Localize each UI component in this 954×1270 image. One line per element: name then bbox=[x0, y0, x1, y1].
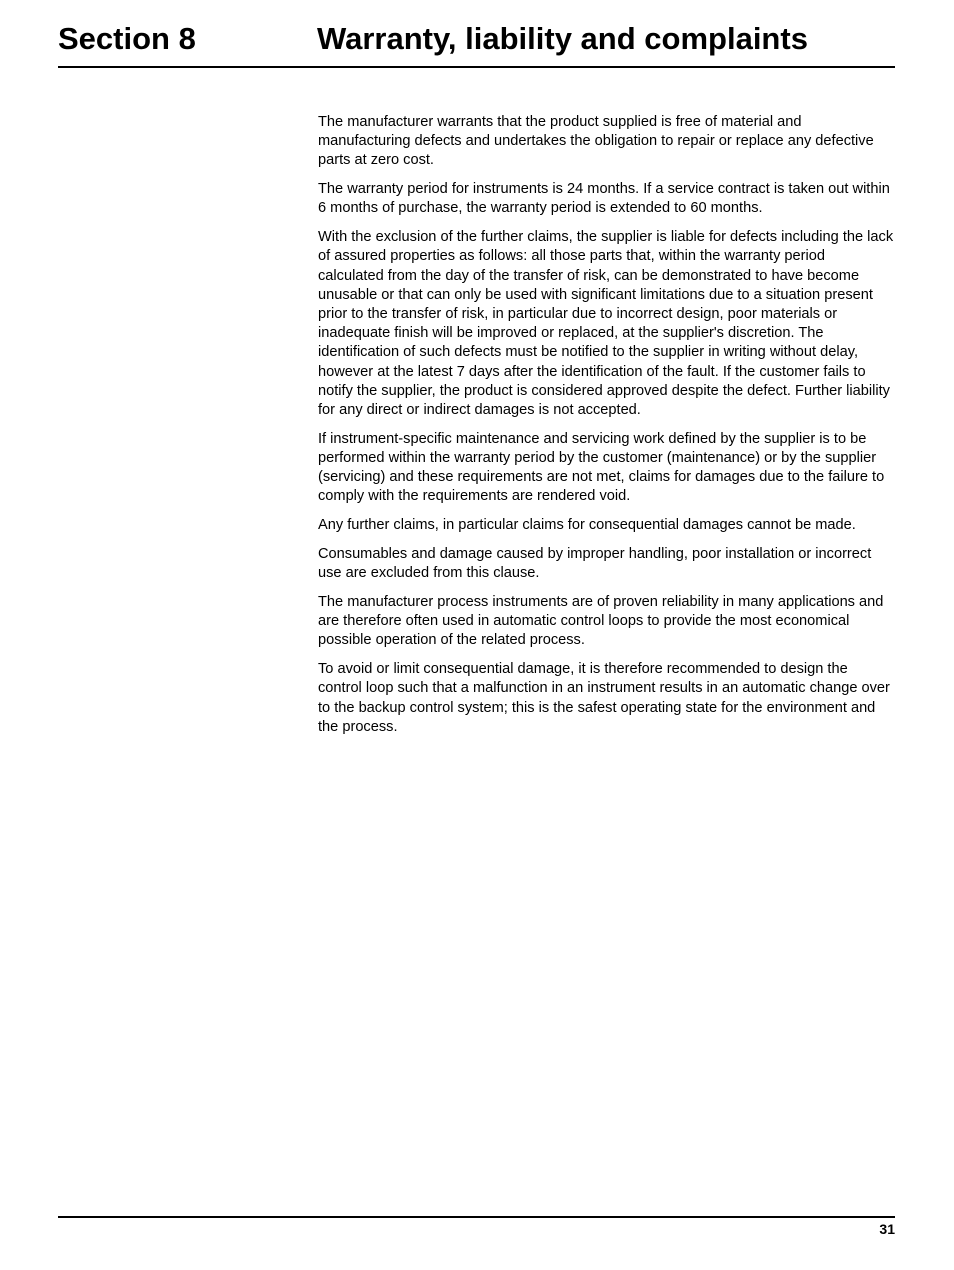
document-body bbox=[318, 113, 894, 747]
paragraph-exclusions: Consumables and damage caused by improper handling, poor installation or incorrect use are excluded from this clause. bbox=[318, 546, 872, 582]
section-title: Warranty, liability and complaints bbox=[317, 21, 808, 56]
paragraph-reliability: The manufacturer process instruments are of proven reliability in many applications and are therefore often used in automatic control loops to provide the most economical possible operation of the related process. bbox=[318, 594, 884, 649]
paragraph-warranty-period: The warranty period for instruments is 24 months. If a service contract is taken out within 6 months of purchase, the warranty period is extended to 60 months. bbox=[318, 181, 890, 217]
paragraph-further-claims: Any further claims, in particular claims for consequential damages cannot be made. bbox=[318, 517, 856, 534]
paragraph-maintenance-requirements: If instrument-specific maintenance and servicing work defined by the supplier is to be performed within the warranty period by the customer (maintenance) or by the supplier (servicing) and these requirements are not met, claims for damages due to the failure to comply with the requirements are rendered void. bbox=[318, 430, 885, 505]
section-number: Section 8 bbox=[58, 21, 196, 56]
header-divider bbox=[58, 66, 895, 68]
paragraph-supplier-liability: With the exclusion of the further claims, the supplier is liable for defects including the lack of assured properties as follows: all those parts that, within the warranty period calculated from the day of the transfer of risk, can be demonstrated to have become unusable or that can only be used with significant limitations due to a situation present prior to the transfer of risk, in particular due to incorrect design, poor materials or inadequate finish will be improved or replaced, at the supplier's discretion. The identification of such defects must be notified to the supplier in writing without delay, however at the latest 7 days after the identification of the fault. If the customer fails to notify the supplier, the product is considered approved despite the defect. Further liability for any direct or indirect damages is not accepted. bbox=[318, 229, 894, 419]
paragraph-recommendation: To avoid or limit consequential damage, it is therefore recommended to design the control loop such that a malfunction in an instrument results in an automatic change over to the backup control system; this is the safest operating state for the environment and the process. bbox=[318, 661, 890, 735]
page-number: 31 bbox=[879, 1221, 895, 1237]
footer-divider bbox=[58, 1216, 895, 1218]
paragraph-warranty-scope: The manufacturer warrants that the product supplied is free of material and manufacturing defects and undertakes the obligation to repair or replace any defective parts at zero cost. bbox=[318, 114, 874, 169]
section-header bbox=[58, 18, 895, 66]
